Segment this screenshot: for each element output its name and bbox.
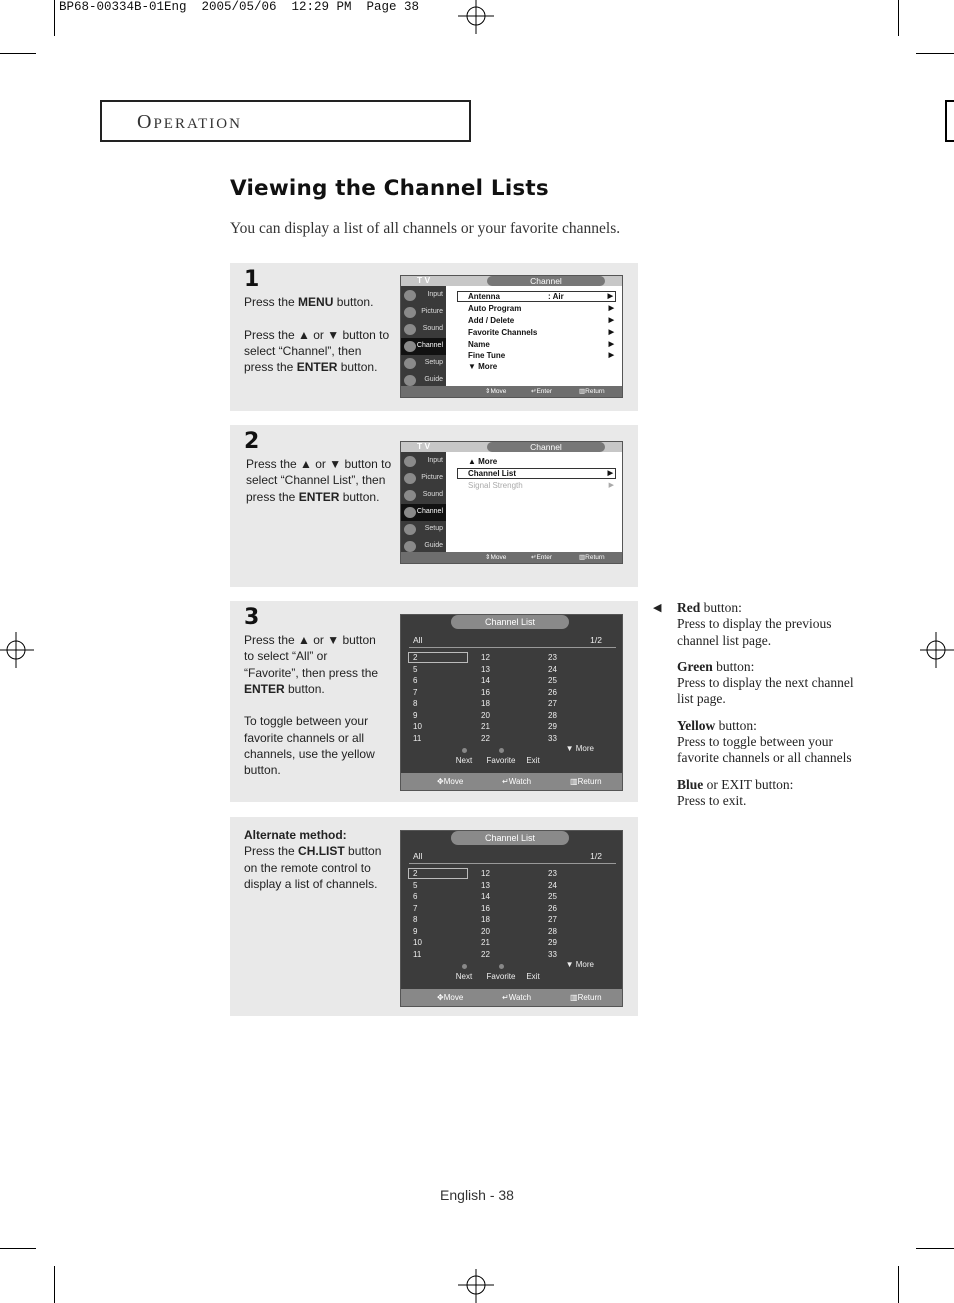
crop-mark	[916, 53, 954, 54]
page-title: Viewing the Channel Lists	[230, 176, 549, 201]
step-2-para-1: Press the ▲ or ▼ button to select “Channel List”, then press the ENTER button.	[246, 457, 392, 504]
osd-side-input: Input	[401, 287, 446, 304]
channel-column-3: 23 24 25 26 27 28 29 33	[548, 869, 557, 959]
osd-side-guide: Guide	[401, 538, 446, 555]
osd-return-hint: ▥ Return	[579, 388, 605, 395]
osd-side-setup: Setup	[401, 355, 446, 372]
crop-mark	[0, 1248, 36, 1249]
note-yellow: Yellow button: Press to toggle between your favorite channels or all channels	[677, 717, 852, 766]
osd-side-channel: Channel	[401, 338, 446, 355]
osd-row-signal-strength: Signal Strength ▶	[468, 481, 614, 490]
button-notes	[655, 600, 855, 819]
input-icon	[404, 290, 416, 301]
osd-side-setup: Setup	[401, 521, 446, 538]
channel-list-screen	[400, 830, 623, 1007]
step-1-text	[244, 294, 394, 392]
page-footer: English - 38	[440, 1187, 514, 1203]
registration-mark-icon	[918, 632, 954, 668]
guide-icon	[404, 375, 416, 386]
osd-row-auto-program: Auto Program ▶	[468, 304, 614, 313]
channel-column-3: 23 24 25 26 27 28 29 33	[548, 653, 557, 743]
osd-header: Channel	[487, 442, 605, 452]
osd-side-input: Input	[401, 453, 446, 470]
green-dot-icon	[499, 748, 504, 753]
osd-menu-body	[447, 452, 622, 552]
note-red: Red button: Press to display the previous channel list page.	[677, 600, 832, 648]
crop-mark	[898, 1266, 899, 1303]
note-blue: Blue or EXIT button: Press to exit.	[677, 776, 794, 808]
next-button: Next	[453, 964, 475, 981]
print-header: BP68-00334B-01Eng 2005/05/06 12:29 PM Page 38	[59, 0, 420, 14]
osd-menu-body	[447, 286, 622, 386]
crop-mark	[54, 0, 55, 36]
registration-mark-icon	[458, 1267, 494, 1303]
setup-icon	[404, 524, 416, 535]
step-3-text	[244, 632, 384, 795]
tab-mark	[945, 100, 947, 142]
registration-mark-icon	[458, 0, 494, 36]
osd-enter-hint: ↵ Enter	[531, 388, 552, 395]
osd-side-picture: Picture	[401, 304, 446, 321]
step-3-panel	[230, 601, 638, 802]
next-button: Next	[453, 748, 475, 765]
picture-icon	[404, 307, 416, 318]
crop-mark	[898, 0, 899, 36]
osd-sidebar	[401, 452, 446, 552]
red-dot-icon	[462, 748, 467, 753]
step-3-para-2: To toggle between your favorite channels or all channels, use the yellow button.	[244, 714, 375, 778]
cl-return-hint: ▥ Return	[570, 777, 602, 786]
channel-column-2: 12 13 14 16 18 20 21 22	[481, 653, 490, 743]
green-dot-icon	[499, 964, 504, 969]
section-title-rest: PERATION	[153, 116, 242, 132]
intro-text: You can display a list of all channels or your favorite channels.	[230, 220, 621, 237]
osd-row-name: Name ▶	[468, 340, 614, 349]
osd-header: Channel	[487, 276, 605, 286]
crop-mark	[0, 53, 36, 54]
channel-list-more: ▼ More	[565, 960, 594, 969]
alternate-method-text: Alternate method: Press the CH.LIST button on the remote control to display a list of channels.	[244, 828, 382, 891]
channel-list-more: ▼ More	[565, 744, 594, 753]
osd-row-add-delete: Add / Delete ▶	[468, 316, 614, 325]
alternate-method-panel	[230, 817, 638, 1016]
osd-side-sound: Sound	[401, 487, 446, 504]
red-dot-icon	[462, 964, 467, 969]
guide-icon	[404, 541, 416, 552]
osd-row-fine-tune: Fine Tune ▶	[468, 351, 614, 360]
osd-side-channel: Channel	[401, 504, 446, 521]
cl-move-hint: ✥ Move	[437, 777, 464, 786]
osd-bottom-bar	[401, 386, 622, 397]
exit-button: Exit	[526, 972, 540, 981]
osd-side-sound: Sound	[401, 321, 446, 338]
cl-watch-hint: ↵ Watch	[502, 993, 532, 1002]
step-3-para-1: Press the ▲ or ▼ button to select “All” or “Favorite”, then press the ENTER button.	[244, 633, 379, 696]
section-title	[137, 111, 242, 134]
favorite-button: Favorite	[483, 964, 519, 981]
osd-sidebar	[401, 286, 446, 386]
osd-tv-label: T V	[417, 275, 431, 285]
channel-icon	[404, 341, 416, 352]
osd-row-channel-list: Channel List ▶	[457, 468, 616, 479]
step-2-text	[246, 456, 394, 521]
section-title-cap: O	[137, 111, 154, 133]
osd-row-antenna: Antenna : Air ▶	[457, 291, 616, 302]
channel-list-header: Channel List	[451, 831, 569, 845]
osd-side-guide: Guide	[401, 372, 446, 389]
osd-row-favorite-channels: Favorite Channels ▶	[468, 328, 614, 337]
osd-move-hint: ⇕ Move	[485, 554, 507, 561]
osd-row-more: ▼ More	[468, 362, 498, 371]
channel-column-1: 2 5 6 7 8 9 10 11	[413, 653, 422, 743]
tab-mark	[945, 140, 954, 142]
step-number: 1	[244, 267, 260, 292]
crop-mark	[54, 1266, 55, 1303]
crop-mark	[916, 1248, 954, 1249]
channel-list-all-label: All	[413, 635, 423, 645]
channel-list-all-label: All	[413, 851, 423, 861]
channel-column-2: 12 13 14 16 18 20 21 22	[481, 869, 490, 959]
osd-move-hint: ⇕ Move	[485, 388, 507, 395]
channel-list-bottom-bar	[401, 989, 622, 1006]
registration-mark-icon	[0, 632, 36, 668]
channel-list-header: Channel List	[451, 615, 569, 629]
channel-list-page: 1/2	[590, 851, 602, 861]
step-1-para-2: Press the ▲ or ▼ button to select “Channel”, then press the ENTER button.	[244, 327, 390, 375]
step-2-panel	[230, 425, 638, 587]
step-1-para-1: Press the MENU button.	[244, 295, 374, 309]
osd-row-more-up: ▲ More	[468, 457, 498, 466]
osd-side-picture: Picture	[401, 470, 446, 487]
cl-move-hint: ✥ Move	[437, 993, 464, 1002]
osd-bottom-bar	[401, 552, 622, 563]
channel-list-screen	[400, 614, 623, 791]
input-icon	[404, 456, 416, 467]
osd-screen-channel-list-menu	[400, 441, 623, 564]
channel-list-bottom-bar	[401, 773, 622, 790]
osd-return-hint: ▥ Return	[579, 554, 605, 561]
sound-icon	[404, 324, 416, 335]
favorite-button: Favorite	[483, 748, 519, 765]
sound-icon	[404, 490, 416, 501]
picture-icon	[404, 473, 416, 484]
note-green: Green button: Press to display the next channel list page.	[677, 658, 854, 707]
step-number: 2	[244, 429, 260, 454]
channel-icon	[404, 507, 416, 518]
osd-tv-label: T V	[417, 441, 431, 451]
exit-button: Exit	[526, 756, 540, 765]
cl-watch-hint: ↵ Watch	[502, 777, 532, 786]
cl-return-hint: ▥ Return	[570, 993, 602, 1002]
osd-enter-hint: ↵ Enter	[531, 554, 552, 561]
alternate-method-label: Alternate method:	[244, 828, 347, 842]
osd-screen-channel-menu	[400, 275, 623, 398]
step-1-panel	[230, 263, 638, 411]
pointer-arrow-icon: ◀	[653, 602, 662, 614]
channel-list-page: 1/2	[590, 635, 602, 645]
setup-icon	[404, 358, 416, 369]
step-number: 3	[244, 605, 260, 630]
channel-column-1: 2 5 6 7 8 9 10 11	[413, 869, 422, 959]
